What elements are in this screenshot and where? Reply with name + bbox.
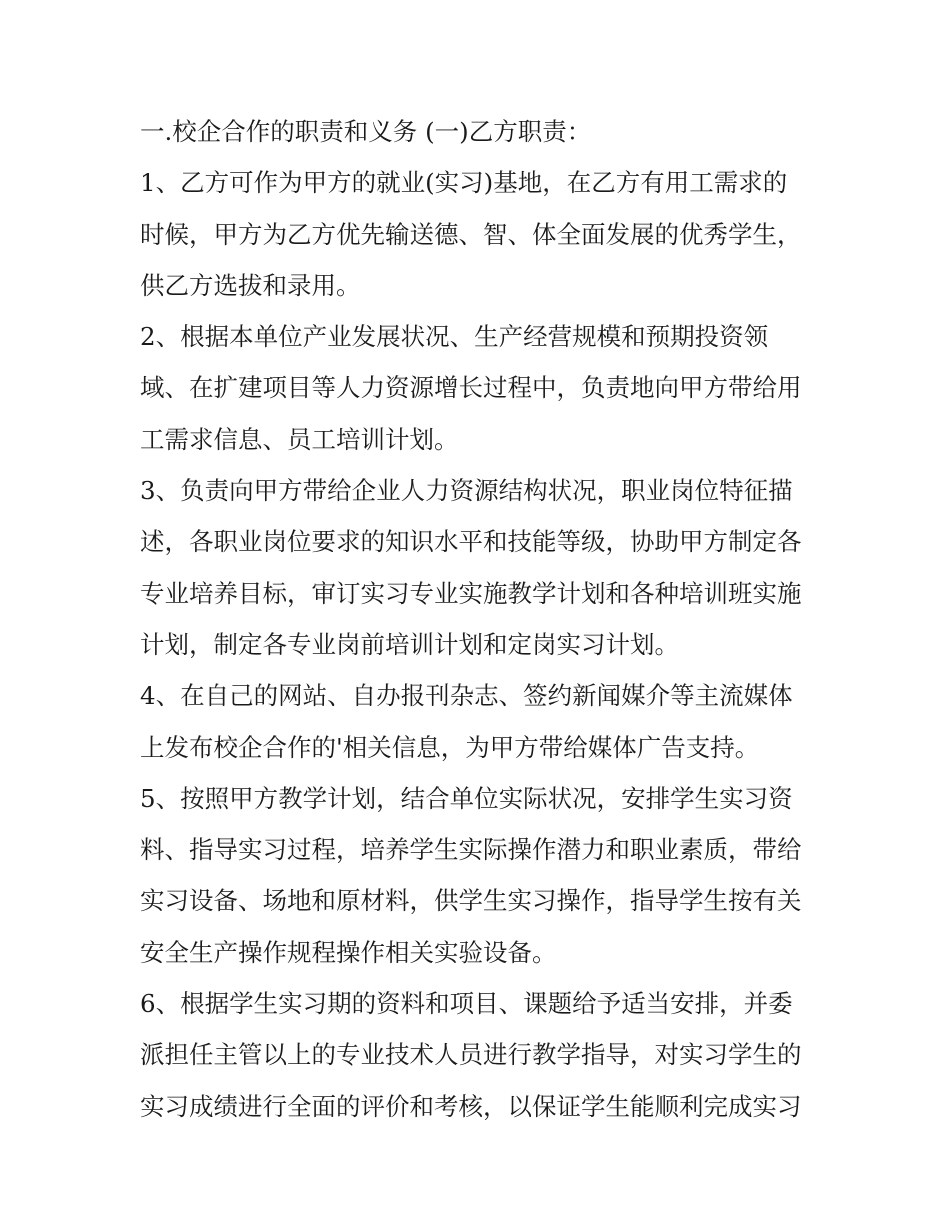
paragraph-line: 上发布校企合作的'相关信息，为甲方带给媒体广告支持。 [140, 732, 760, 762]
paragraph-line: 实习设备、场地和原材料，供学生实习操作，指导学生按有关 [140, 886, 802, 916]
paragraph-line: 2、根据本单位产业发展状况、生产经营规模和预期投资领 [140, 322, 769, 352]
paragraph-line: 述，各职业岗位要求的知识水平和技能等级，协助甲方制定各 [140, 527, 802, 557]
paragraph-line: 域、在扩建项目等人力资源增长过程中，负责地向甲方带给用 [140, 373, 802, 403]
paragraph-line: 实习成绩进行全面的评价和考核，以保证学生能顺利完成实习 [140, 1091, 802, 1121]
paragraph-line: 安全生产操作规程操作相关实验设备。 [140, 937, 557, 967]
paragraph-3 [140, 465, 820, 670]
paragraph-line: 1、乙方可作为甲方的就业(实习)基地，在乙方有用工需求的 [140, 168, 788, 198]
paragraph-line: 专业培养目标，审订实习专业实施教学计划和各种培训班实施 [140, 578, 802, 608]
paragraph-1 [140, 157, 820, 311]
paragraph-line: 时候，甲方为乙方优先输送德、智、体全面发展的优秀学生， [140, 219, 802, 249]
paragraph-6 [140, 978, 820, 1132]
paragraph-4 [140, 670, 820, 773]
paragraph-line: 计划，制定各专业岗前培训计划和定岗实习计划。 [140, 629, 679, 659]
paragraph-5 [140, 773, 820, 978]
paragraph-2 [140, 311, 820, 465]
paragraph-line: 5、按照甲方教学计划，结合单位实际状况，安排学生实习资 [140, 783, 793, 813]
paragraph-line: 料、指导实习过程，培养学生实际操作潜力和职业素质，带给 [140, 835, 802, 865]
section-heading: 一.校企合作的职责和义务 (一)乙方职责： [140, 117, 592, 146]
paragraph-line: 4、在自己的网站、自办报刊杂志、签约新闻媒介等主流媒体 [140, 681, 793, 711]
paragraph-line: 3、负责向甲方带给企业人力资源结构状况，职业岗位特征描 [140, 476, 793, 506]
paragraph-line: 工需求信息、员工培训计划。 [140, 424, 459, 454]
document-body [140, 106, 820, 1132]
paragraph-line: 6、根据学生实习期的资料和项目、课题给予适当安排，并委 [140, 989, 793, 1019]
paragraph-line: 供乙方选拔和录用。 [140, 270, 361, 300]
paragraph-line: 派担任主管以上的专业技术人员进行教学指导，对实习学生的 [140, 1040, 802, 1070]
